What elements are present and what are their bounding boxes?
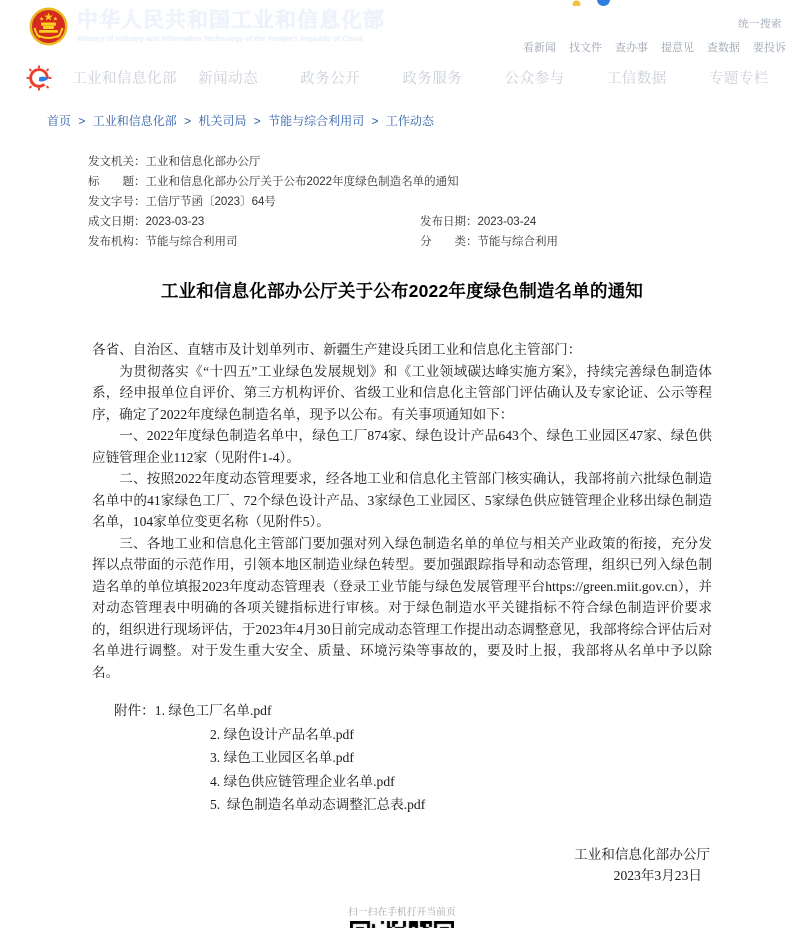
page-title: 工业和信息化部办公厅关于公布2022年度绿色制造名单的通知 [160, 281, 644, 301]
partial-decorative-icons [572, 0, 610, 6]
attachment-link-2[interactable]: 绿色设计产品名单.pdf [223, 726, 354, 742]
meta-label-publish-date: 发布日期： [420, 216, 478, 228]
meta-value-category: 节能与综合利用 [477, 236, 558, 248]
breadcrumb-separator: > [371, 114, 379, 128]
quick-link-news[interactable]: 看新闻 [523, 42, 556, 54]
header-utility-area [450, 0, 790, 55]
meta-label-publisher: 发布机构： [88, 236, 146, 248]
attachment-number-5: 5. [210, 797, 221, 812]
attachment-item-1 [92, 701, 712, 720]
nav-item-news[interactable]: 新闻动态 [198, 71, 259, 87]
breadcrumb [0, 100, 804, 139]
quick-link-documents[interactable]: 找文件 [569, 42, 602, 54]
meta-label-issuing-agency: 发文机关： [88, 156, 146, 168]
meta-value-publisher: 节能与综合利用司 [145, 236, 238, 248]
meta-row-publisher-category [88, 232, 804, 252]
partial-blue-icon [597, 0, 610, 6]
meta-label-doc-number: 发文字号： [88, 196, 146, 208]
ministry-name-en: Ministry of Industry and Information Technology of the People's Republic of China [77, 34, 363, 44]
ministry-name-cn: 中华人民共和国工业和信息化部 [77, 9, 385, 33]
attachment-number-1: 1. [154, 703, 165, 718]
meta-value-subject: 工业和信息化部办公厅关于公布2022年度绿色制造名单的通知 [145, 176, 459, 188]
breadcrumb-item-ministry[interactable]: 工业和信息化部 [92, 114, 177, 128]
breadcrumb-item-departments[interactable]: 机关司局 [198, 114, 247, 128]
attachment-number-4: 4. [210, 773, 221, 789]
qr-caption: 扫一扫在手机打开当前页 [348, 907, 456, 918]
attachment-link-1[interactable]: 绿色工厂名单.pdf [168, 703, 272, 718]
document-metadata [0, 139, 804, 252]
breadcrumb-item-work-updates[interactable]: 工作动态 [385, 114, 434, 128]
nav-item-disclosure[interactable]: 政务公开 [300, 71, 361, 87]
attachment-link-4[interactable]: 绿色供应链管理企业名单.pdf [223, 773, 395, 789]
attachment-link-5[interactable]: 绿色制造名单动态调整汇总表.pdf [223, 797, 426, 812]
quick-link-services[interactable]: 查办事 [615, 42, 648, 54]
meta-label-subject: 标 题： [88, 176, 146, 188]
quick-link-complaints[interactable]: 要投诉 [753, 42, 786, 54]
quick-link-feedback[interactable]: 提意见 [661, 42, 694, 54]
unified-search-link[interactable]: 统一搜索 [738, 18, 782, 30]
main-navigation [0, 55, 804, 100]
signature-organization: 工业和信息化部办公厅 [574, 847, 710, 862]
attachment-item-2 [92, 725, 712, 744]
qr-code-icon [350, 921, 454, 928]
nav-item-data[interactable]: 工信数据 [606, 71, 667, 87]
breadcrumb-item-home[interactable]: 首页 [47, 114, 72, 128]
breadcrumb-item-energy-dept[interactable]: 节能与综合利用司 [268, 114, 365, 128]
nav-item-list [72, 67, 790, 88]
attachment-item-5 [92, 795, 712, 814]
nav-item-participation[interactable]: 公众参与 [504, 71, 565, 87]
attachment-item-3 [92, 748, 712, 767]
document-signature [92, 844, 712, 886]
document-body [92, 339, 712, 683]
attachment-number-2: 2. [210, 726, 221, 742]
body-paragraph-item-one: 一、2022年度绿色制造名单中，绿色工厂874家、绿色设计产品643个、绿色工业园区47家、绿色供应链管理企业112家（见附件1-4）。 [92, 428, 712, 465]
site-logo-group[interactable] [28, 6, 385, 47]
miit-gear-logo-icon[interactable] [26, 65, 52, 91]
body-salutation: 各省、自治区、直辖市及计划单列市、新疆生产建设兵团工业和信息化主管部门： [92, 342, 582, 357]
meta-label-written-date: 成文日期： [88, 216, 146, 228]
site-header [0, 0, 804, 55]
signature-date: 2023年3月23日 [613, 868, 702, 883]
attachment-link-3[interactable]: 绿色工业园区名单.pdf [223, 750, 354, 765]
attachment-list [92, 701, 712, 814]
body-paragraph-intro: 为贯彻落实《“十四五”工业绿色发展规划》和《工业领域碳达峰实施方案》，持续完善绿色制造体系，经申报单位自评价、第三方机构评价、省级工业和信息化主管部门评估确认及专家论证、公示等程序，确定了2022年度绿色制造名单，现予以公布。有关事项通知如下： [92, 363, 712, 422]
meta-row-doc-number [88, 192, 804, 212]
nav-item-topics[interactable]: 专题专栏 [708, 71, 769, 87]
attachments-label: 附件： [114, 703, 155, 718]
partial-yellow-icon [572, 0, 581, 6]
meta-row-issuing-agency [88, 152, 804, 172]
meta-row-subject [88, 172, 804, 192]
breadcrumb-separator: > [253, 114, 261, 128]
meta-value-doc-number: 工信厅节函〔2023〕64号 [145, 196, 276, 208]
attachment-item-4 [92, 772, 712, 791]
meta-value-written-date: 2023-03-23 [145, 216, 205, 228]
nav-item-services[interactable]: 政务服务 [402, 71, 463, 87]
ministry-title-group [77, 10, 385, 43]
meta-value-publish-date: 2023-03-24 [477, 216, 537, 228]
china-national-emblem-icon [28, 6, 69, 47]
meta-label-category: 分 类： [420, 236, 478, 248]
meta-row-dates [88, 212, 804, 232]
body-paragraph-item-three: 三、各地工业和信息化主管部门要加强对列入绿色制造名单的单位与相关产业政策的衔接，充分发挥以点带面的示范作用，引领本地区制造业绿色转型。要加强跟踪指导和动态管理，组织已列入绿色制造名单的单位填报2023年度动态管理表（登录工业节能与绿色发展管理平台https://green.miit.gov.cn），并对动态管理表中明确的各项关键指标进行审核。对于绿色制造水平关键指标不符合绿色制造评价要求的，组织进行现场评估，于2023年4月30日前完成动态管理工作提出动态调整意见，我部将综合评估后对名单进行调整。对于发生重大安全、质量、环境污染等事故的，要及时上报，我部将从名单中予以除名。 [92, 535, 712, 680]
body-paragraph-item-two: 二、按照2022年度动态管理要求，经各地工业和信息化主管部门核实确认，我部将前六批绿色制造名单中的41家绿色工厂、72个绿色设计产品、3家绿色工业园区、5家绿色供应链管理企业移出绿色制造名单，104家单位变更名称（见附件5）。 [92, 471, 712, 529]
header-quick-links [450, 39, 790, 55]
nav-item-ministry[interactable]: 工业和信息化部 [72, 71, 177, 87]
meta-value-issuing-agency: 工业和信息化部办公厅 [145, 156, 261, 168]
attachment-number-3: 3. [210, 750, 221, 765]
breadcrumb-separator: > [184, 114, 192, 128]
quick-link-data[interactable]: 查数据 [707, 42, 740, 54]
mobile-qr-block [347, 904, 457, 928]
breadcrumb-separator: > [78, 114, 86, 128]
